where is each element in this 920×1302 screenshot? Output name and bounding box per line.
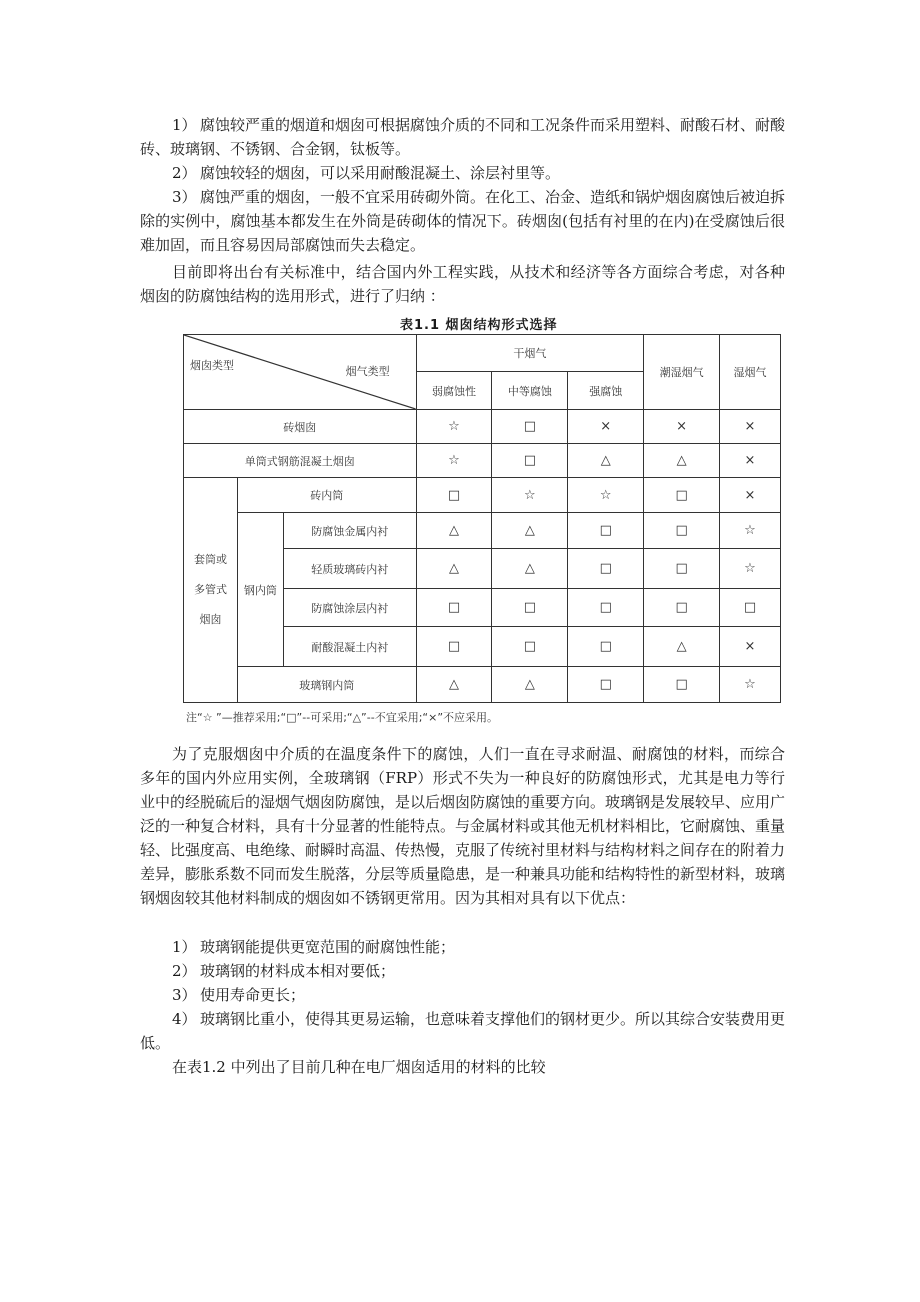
frp-paragraph: 为了克服烟囱中介质的在温度条件下的腐蚀，人们一直在寻求耐温、耐腐蚀的材料，而综合多年的国内外应用实例，全玻璃钢（FRP）形式不失为一种良好的防腐蚀形式，尤其是电力等行业中的经脱硫后的湿烟气烟囱防腐蚀，是以后烟囱防腐蚀的重要方向。玻璃钢是发展较早、应用广泛的一种复合材料，具有十分显著的性能特点。与金属材料或其他无机材料相比，它耐腐蚀、重量轻、比强度高、电绝缘、耐瞬时高温、传热慢，克服了传统衬里材料与结构材料之间存在的附着力差异，膨胀系数不同而发生脱落，分层等质量隐患，是一种兼具功能和结构特性的新型材料，玻璃钢烟囱较其他材料制成的烟囱如不锈钢更常用。因为其相对具有以下优点：: [140, 745, 786, 907]
row-label: 砖内筒: [237, 478, 416, 513]
table-cell: △: [416, 667, 492, 703]
table-cell: △: [644, 627, 720, 667]
table-cell: △: [492, 549, 568, 589]
table-cell: ×: [720, 478, 781, 513]
table-row: [184, 667, 781, 703]
table-cell: □: [416, 478, 492, 513]
intro-item-1: 1） 腐蚀较严重的烟道和烟囱可根据腐蚀介质的不同和工况条件而采用塑料、耐酸石材、耐酸砖、玻璃钢、不锈钢、合金钢，钛板等。: [140, 116, 786, 158]
table-cell: □: [644, 549, 720, 589]
advantage-item-1: 1） 玻璃钢能提供更宽范围的耐腐蚀性能；: [172, 938, 456, 956]
table-cell: ×: [720, 627, 781, 667]
group-label-cell: [184, 478, 238, 703]
table-cell: ☆: [720, 513, 781, 549]
row-label: 轻质玻璃砖内衬: [283, 549, 416, 589]
humid-gas-header: 潮湿烟气: [644, 335, 720, 410]
table-cell: ×: [644, 410, 720, 444]
table-cell: □: [492, 444, 568, 478]
corner-left-label: 烟囱类型: [190, 359, 234, 372]
advantage-item-2: 2） 玻璃钢的材料成本相对要低；: [172, 962, 396, 980]
table-row: [184, 513, 781, 549]
table-cell: □: [568, 589, 644, 627]
weak-corrosion-header: 弱腐蚀性: [416, 372, 492, 410]
intro-item-2: 2） 腐蚀较轻的烟囱，可以采用耐酸混凝土、涂层衬里等。: [172, 164, 561, 182]
group-label-line: 套筒或: [193, 553, 227, 566]
table-cell: △: [416, 549, 492, 589]
table-row: [184, 444, 781, 478]
table-cell: ☆: [492, 478, 568, 513]
table-cell: □: [492, 410, 568, 444]
table-cell: △: [416, 513, 492, 549]
corner-header-cell: [184, 335, 417, 410]
table-cell: □: [492, 589, 568, 627]
chimney-structure-table: [183, 334, 781, 703]
table-row: [184, 410, 781, 444]
table-cell: □: [720, 589, 781, 627]
table-cell: □: [568, 513, 644, 549]
table-title: 表1.1 烟囱结构形式选择: [400, 318, 558, 333]
table-cell: □: [416, 627, 492, 667]
steel-inner-label: 钢内筒: [237, 513, 283, 667]
medium-corrosion-header: 中等腐蚀: [492, 372, 568, 410]
table-cell: ☆: [568, 478, 644, 513]
table-cell: △: [644, 444, 720, 478]
table-cell: △: [492, 513, 568, 549]
table-cell: □: [568, 627, 644, 667]
advantage-item-4: 4） 玻璃钢比重小，使得其更易运输，也意味着支撑他们的钢材更少。所以其综合安装费用更低。: [140, 1010, 786, 1052]
table-cell: □: [416, 589, 492, 627]
group-label-line: 多管式: [193, 583, 227, 596]
dry-gas-header: 干烟气: [416, 335, 644, 372]
table-cell: □: [568, 667, 644, 703]
row-label: 单筒式钢筋混凝土烟囱: [184, 444, 417, 478]
corner-right-label: 烟气类型: [345, 365, 390, 378]
table-note: 注“☆ ”—推荐采用;“□”--可采用;“△”--不宜采用;“×”不应采用。: [186, 711, 499, 724]
row-label: 耐酸混凝土内衬: [283, 627, 416, 667]
group-label-line: 烟囱: [199, 613, 222, 626]
table-cell: ☆: [720, 667, 781, 703]
row-label: 砖烟囱: [184, 410, 417, 444]
row-label: 防腐蚀涂层内衬: [283, 589, 416, 627]
advantage-item-3: 3） 使用寿命更长；: [172, 986, 306, 1004]
table-row: [184, 478, 781, 513]
row-label: 防腐蚀金属内衬: [283, 513, 416, 549]
table-cell: ☆: [416, 444, 492, 478]
summary-paragraph: 目前即将出台有关标准中，结合国内外工程实践，从技术和经济等各方面综合考虑，对各种烟囱的防腐蚀结构的选用形式，进行了归纳 ：: [140, 263, 785, 305]
table-cell: ×: [720, 444, 781, 478]
row-label: 玻璃钢内筒: [237, 667, 416, 703]
closing-paragraph: 在表1.2 中列出了目前几种在电厂烟囱适用的材料的比较: [172, 1058, 546, 1076]
strong-corrosion-header: 强腐蚀: [568, 372, 644, 410]
table-cell: □: [644, 667, 720, 703]
table-cell: □: [644, 513, 720, 549]
table-cell: □: [492, 627, 568, 667]
table-cell: ☆: [416, 410, 492, 444]
table-cell: ×: [720, 410, 781, 444]
wet-gas-header: 湿烟气: [720, 335, 781, 410]
table-cell: △: [492, 667, 568, 703]
table-cell: □: [644, 589, 720, 627]
table-cell: ☆: [720, 549, 781, 589]
table-cell: △: [568, 444, 644, 478]
table-cell: ×: [568, 410, 644, 444]
intro-item-3: 3） 腐蚀严重的烟囱，一般不宜采用砖砌外筒。在化工、冶金、造纸和锅炉烟囱腐蚀后被迫拆除的实例中，腐蚀基本都发生在外筒是砖砌体的情况下。砖烟囱(包括有衬里的在内)在受腐蚀后很难加固，而且容易因局部腐蚀而失去稳定。: [140, 188, 786, 254]
table-cell: □: [568, 549, 644, 589]
table-cell: □: [644, 478, 720, 513]
